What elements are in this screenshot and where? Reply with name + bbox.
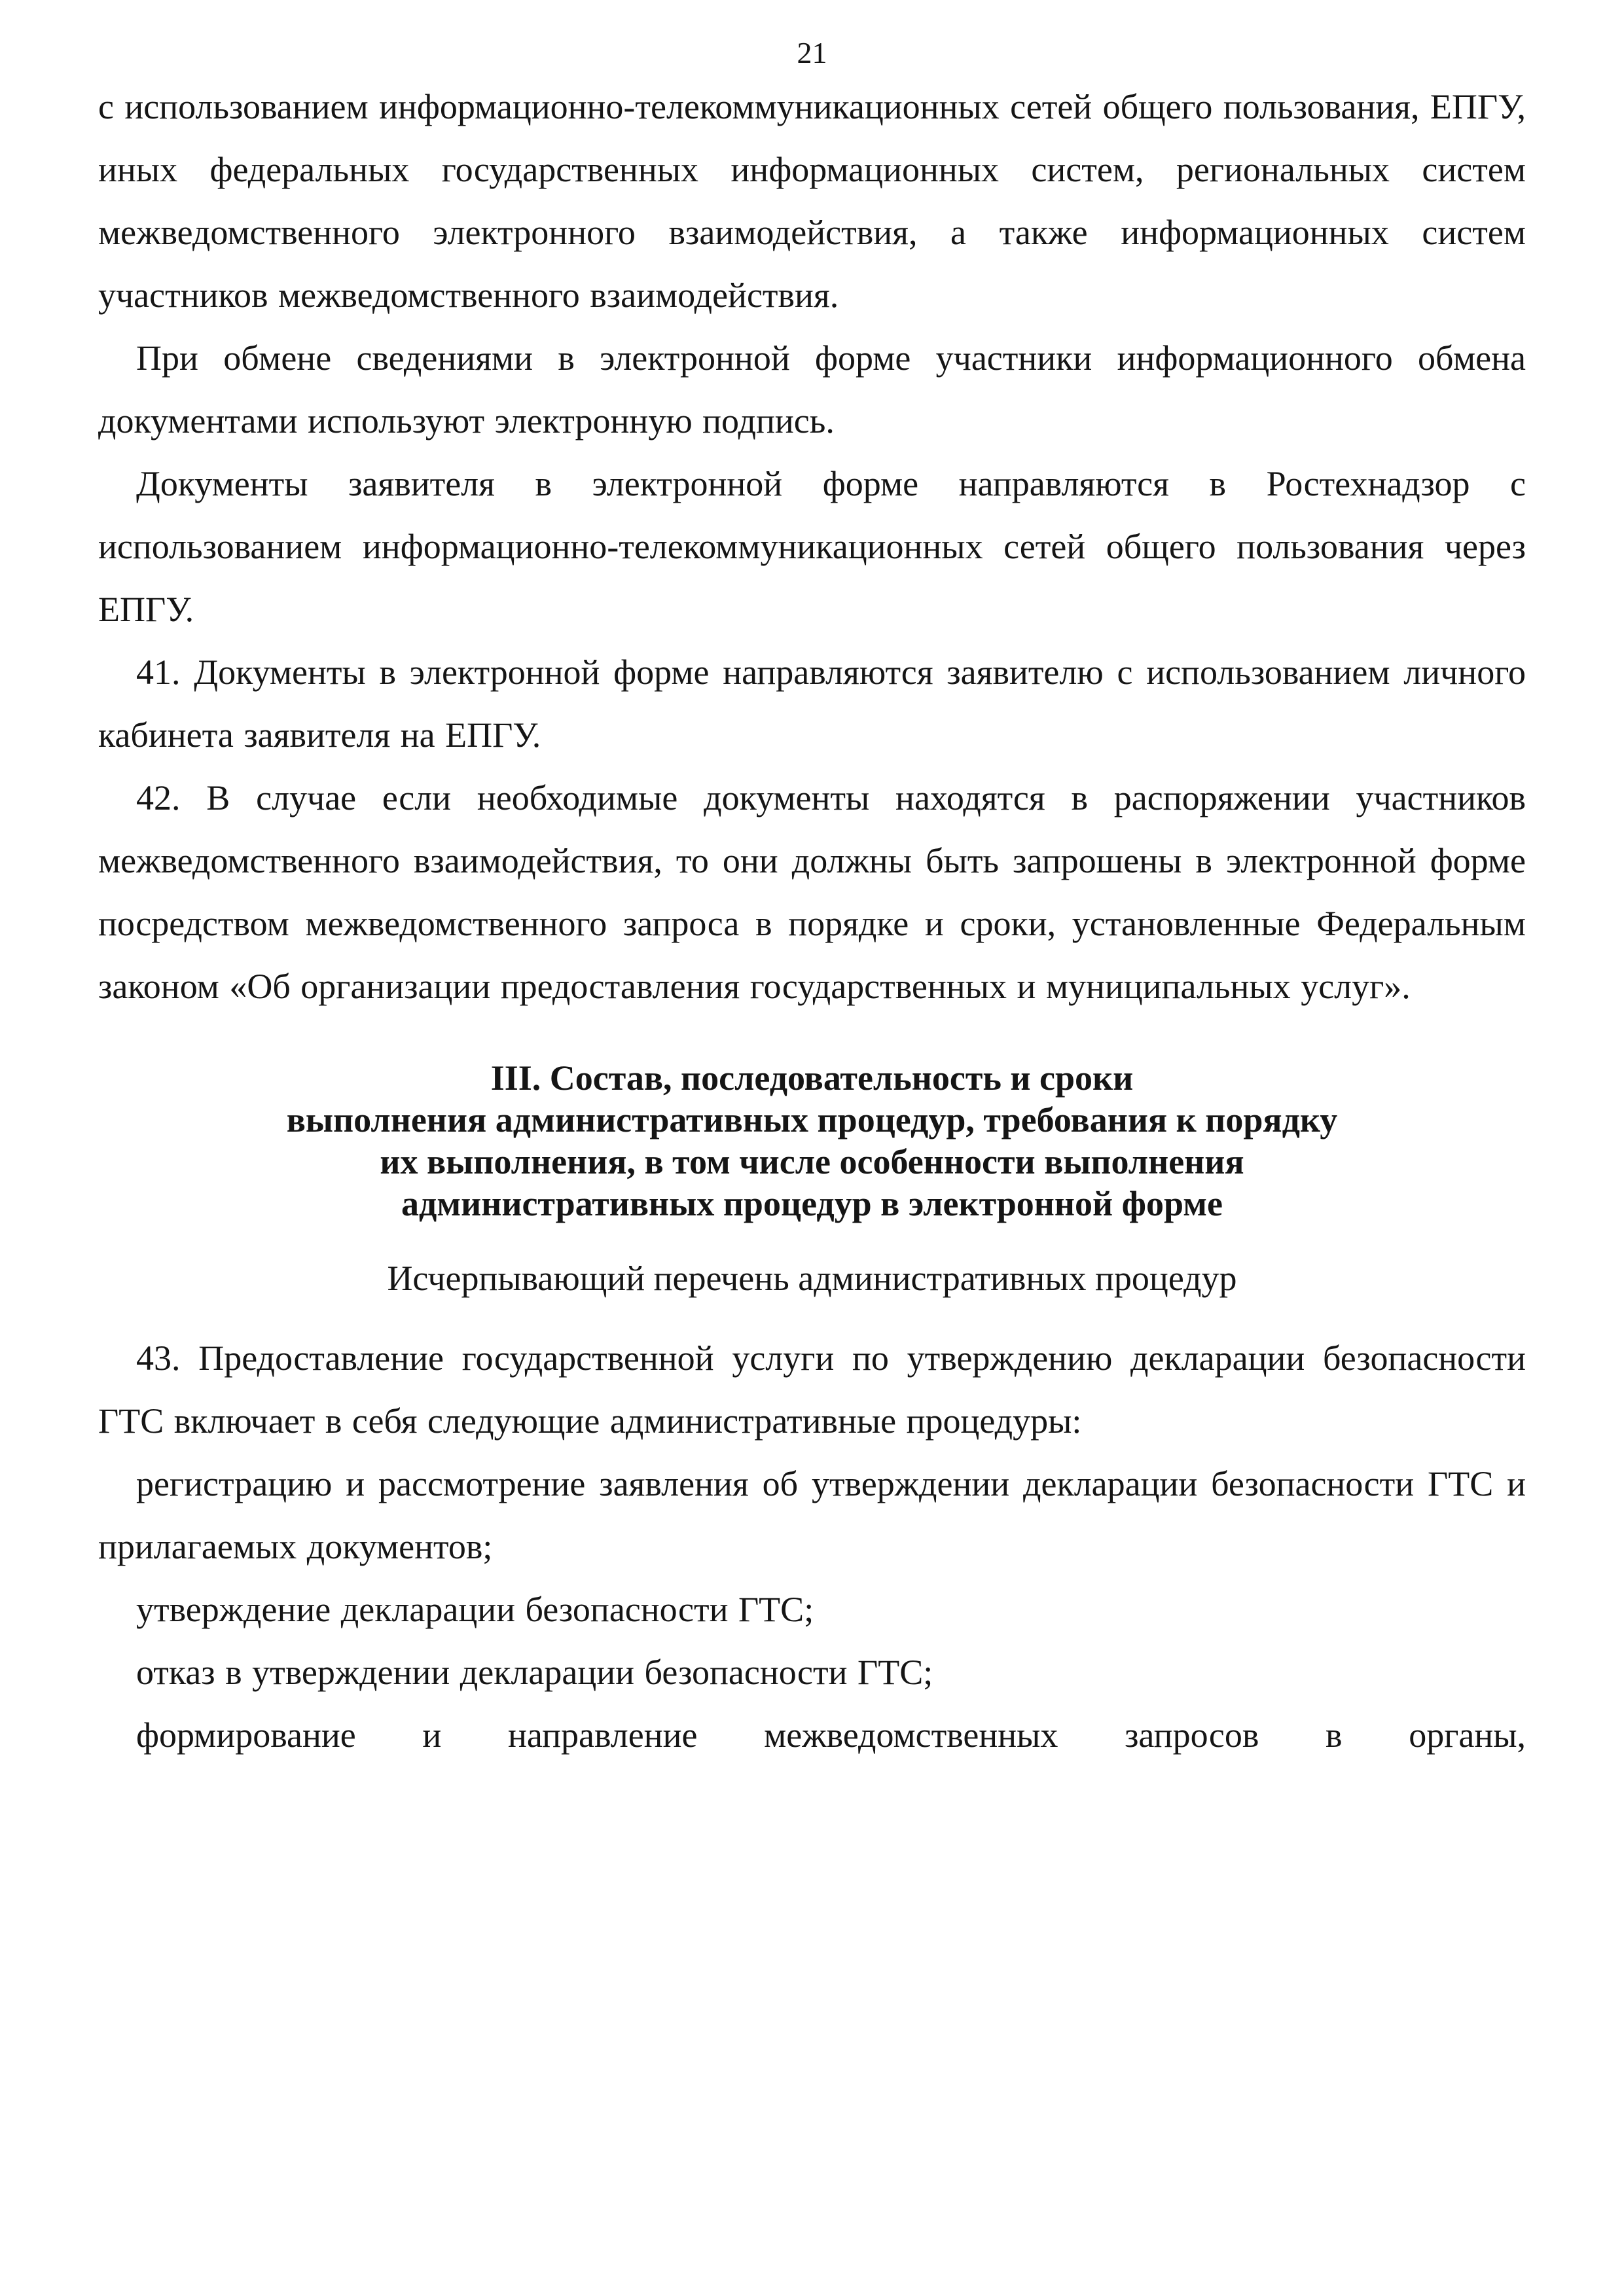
page-body [98, 75, 1526, 1767]
page-number: 21 [797, 36, 827, 69]
paragraph: При обмене сведениями в электронной форме участники информационного обмена документами используют электронную подпись. [98, 338, 1526, 440]
section-heading-line: III. Состав, последовательность и сроки [490, 1058, 1134, 1098]
section-heading-line: их выполнения, в том числе особенности выполнения [380, 1142, 1244, 1181]
section-heading-line: административных процедур в электронной форме [401, 1184, 1223, 1223]
list-item: формирование и направление межведомственных запросов в органы, [136, 1715, 1526, 1755]
paragraph-item-43: 43. Предоставление государственной услуги по утверждению декларации безопасности ГТС включает в себя следующие административные процедуры: [98, 1338, 1526, 1441]
page-header [98, 36, 1526, 70]
list-item: утверждение декларации безопасности ГТС; [136, 1590, 814, 1629]
subsection-title: Исчерпывающий перечень административных процедур [387, 1259, 1237, 1298]
paragraph-item-42: 42. В случае если необходимые документы находятся в распоряжении участников межведомственного взаимодействия, то они должны быть запрошены в электронной форме посредством межведомственного запроса в порядке и сроки, установленные Федеральным законом «Об организации предоставления государственных и муниципальных услуг». [98, 778, 1526, 1006]
paragraph-continuation: с использованием информационно-телекоммуникационных сетей общего пользования, ЕПГУ, иных федеральных государственных информационных систем, региональных систем межведомственного электронного взаимодействия, а также информационных систем участников межведомственного взаимодействия. [98, 87, 1526, 315]
paragraph: Документы заявителя в электронной форме направляются в Ростехнадзор с использованием информационно-телекоммуникационных сетей общего пользования через ЕПГУ. [98, 464, 1526, 629]
paragraph-item-41: 41. Документы в электронной форме направляются заявителю с использованием личного кабинета заявителя на ЕПГУ. [98, 653, 1526, 755]
section-heading-line: выполнения административных процедур, требования к порядку [286, 1100, 1338, 1139]
list-item: регистрацию и рассмотрение заявления об утверждении декларации безопасности ГТС и прилагаемых документов; [98, 1464, 1526, 1566]
section-heading [98, 1057, 1526, 1225]
list-item: отказ в утверждении декларации безопасности ГТС; [136, 1653, 933, 1692]
